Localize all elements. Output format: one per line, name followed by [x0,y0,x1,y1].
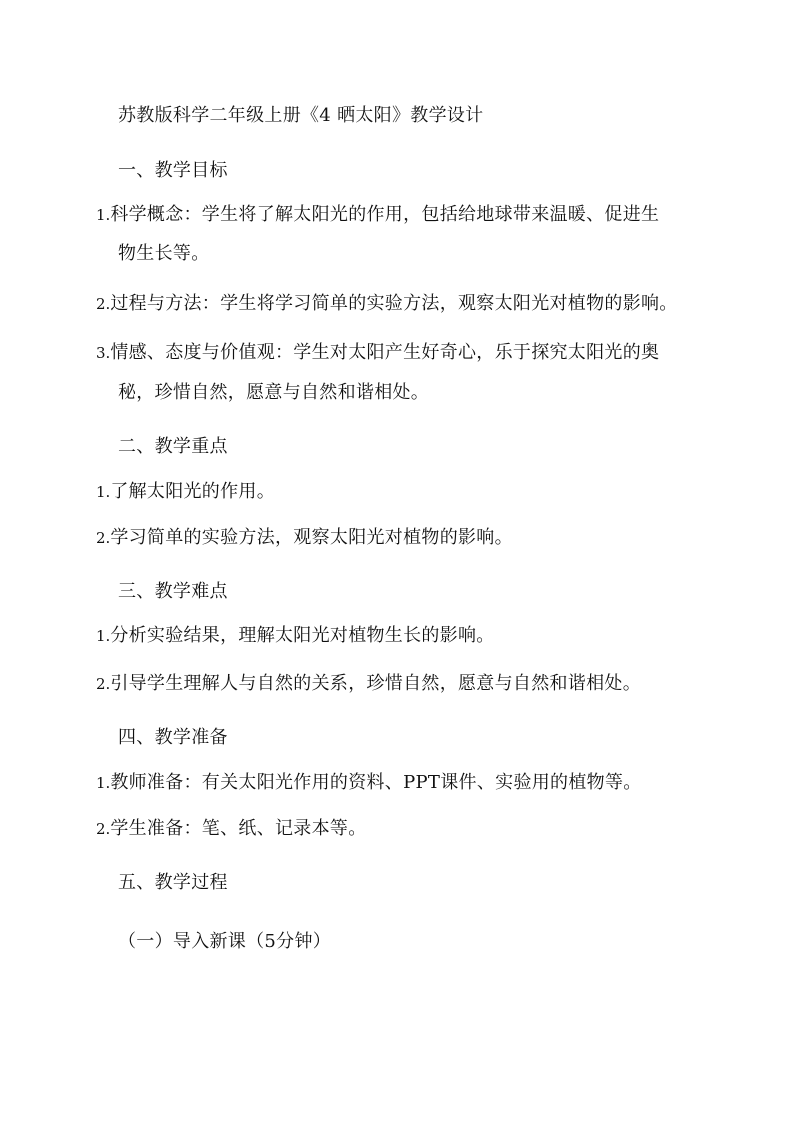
objective-item-3 [96,341,659,365]
objective-item-3-text-line-2: 秘，珍惜自然，愿意与自然和谐相处。 [118,382,430,403]
section-heading-key-points: 二、教学重点 [118,436,228,457]
objective-item-1-number: 1. [96,206,111,224]
difficulty-item-1-text: 分析实验结果，理解太阳光对植物生长的影响。 [110,625,495,646]
preparation-item-2-number: 2. [96,820,111,838]
key-point-item-2 [96,526,513,550]
key-point-item-2-number: 2. [96,529,111,547]
section-heading-preparation: 四、教学准备 [118,727,228,748]
difficulty-item-1 [96,624,495,648]
process-subheading-introduction: （一）导入新课（5分钟） [118,931,332,952]
difficulty-item-2 [96,672,641,696]
objective-item-1-text-line-2: 物生长等。 [118,243,210,264]
objective-item-2-number: 2. [96,295,111,313]
key-point-item-1-number: 1. [96,483,111,501]
key-point-item-2-text: 学习简单的实验方法，观察太阳光对植物的影响。 [110,527,513,548]
difficulty-item-1-number: 1. [96,627,111,645]
key-point-item-1-text: 了解太阳光的作用。 [110,481,276,502]
objective-item-2-text: 过程与方法：学生将学习简单的实验方法，观察太阳光对植物的影响。 [110,293,678,314]
objective-item-3-number: 3. [96,344,111,362]
key-point-item-1 [96,480,275,504]
preparation-item-1 [96,771,642,795]
document-title: 苏教版科学二年级上册《4 晒太阳》教学设计 [118,105,484,126]
section-heading-objectives: 一、教学目标 [118,160,228,181]
objective-item-3-text-line-1: 情感、态度与价值观：学生对太阳产生好奇心，乐于探究太阳光的奥 [110,342,660,363]
difficulty-item-2-text: 引导学生理解人与自然的关系，珍惜自然，愿意与自然和谐相处。 [110,673,642,694]
preparation-item-2 [96,817,367,841]
objective-item-2 [96,292,678,316]
section-heading-process: 五、教学过程 [118,872,228,893]
preparation-item-1-number: 1. [96,774,111,792]
preparation-item-2-text: 学生准备：笔、纸、记录本等。 [110,818,367,839]
section-heading-difficulties: 三、教学难点 [118,581,228,602]
objective-item-1-text-line-1: 科学概念：学生将了解太阳光的作用，包括给地球带来温暖、促进生 [110,204,660,225]
objective-item-1 [96,203,659,227]
preparation-item-1-text: 教师准备：有关太阳光作用的资料、PPT课件、实验用的植物等。 [110,772,642,793]
difficulty-item-2-number: 2. [96,675,111,693]
